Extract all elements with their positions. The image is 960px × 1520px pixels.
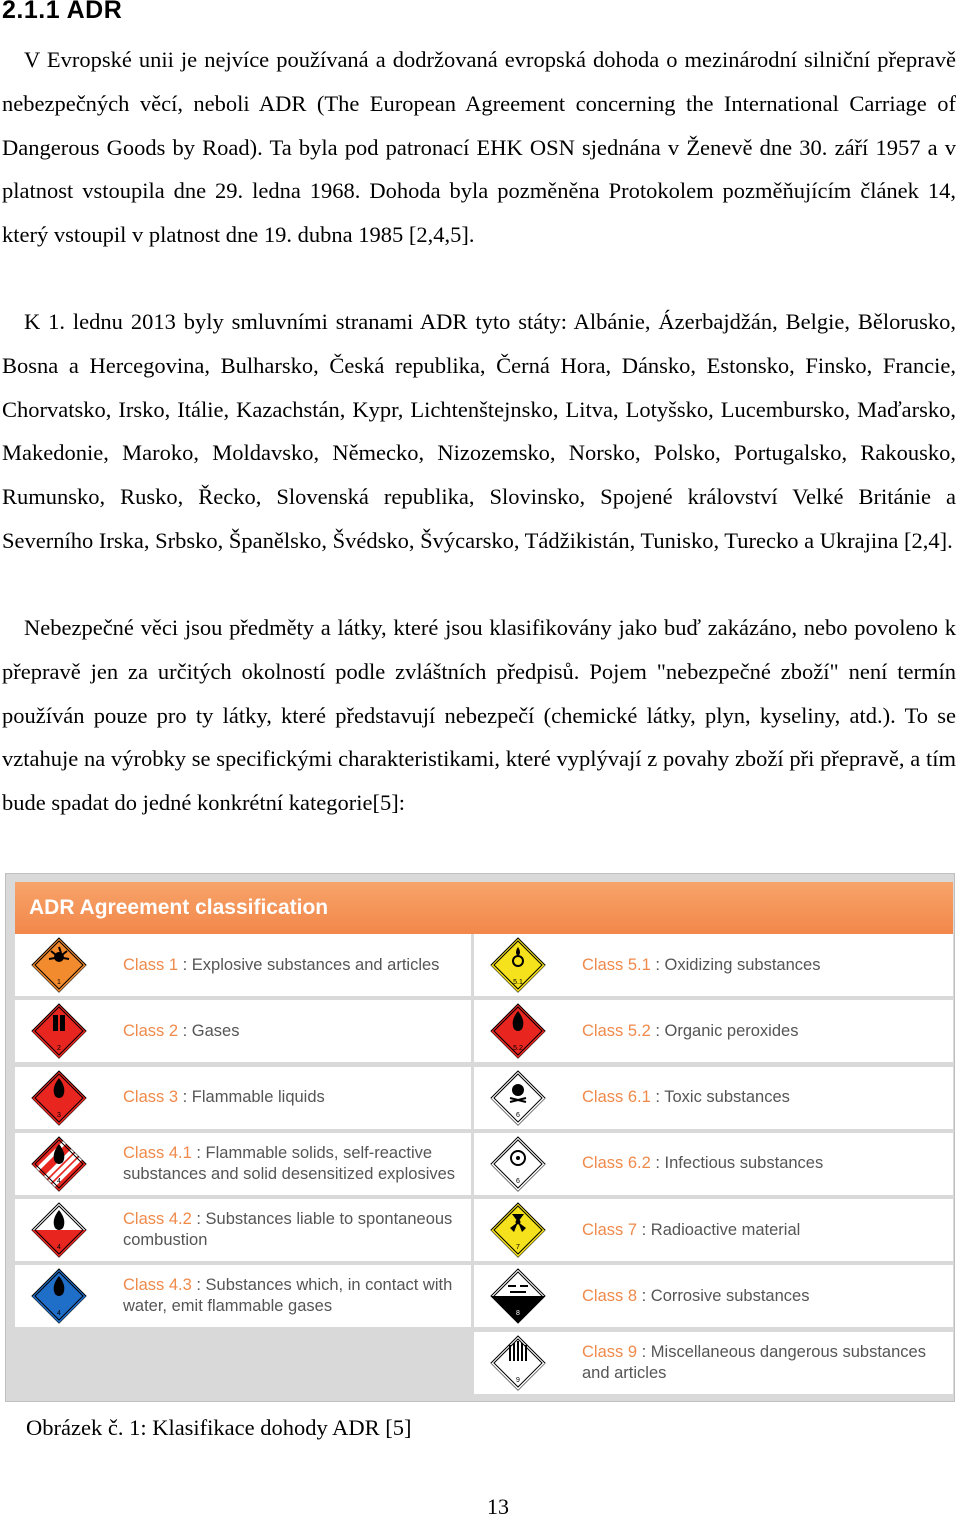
class-description: Gases — [191, 1021, 240, 1040]
svg-text:8: 8 — [516, 1310, 520, 1318]
skull-icon — [490, 1070, 546, 1126]
hazard-class-label: Class 5.1 : Oxidizing substances — [582, 955, 821, 974]
hazard-class-label: Class 8 : Corrosive substances — [582, 1286, 810, 1305]
striped-flame-icon — [31, 1136, 87, 1192]
classes-left-column — [15, 934, 471, 1332]
class-description: Oxidizing substances — [664, 955, 821, 974]
class-number: Class 9 — [582, 1342, 638, 1361]
svg-text:2: 2 — [57, 1045, 61, 1053]
class-description: Toxic substances — [664, 1088, 790, 1107]
hazard-class-row — [474, 1133, 953, 1195]
svg-text:4: 4 — [57, 1310, 61, 1318]
paragraph-text: K 1. lednu 2013 byly smluvními stranami ADR tyto státy: Albánie, Ázerbajdžán, Belgie, Bělorusko, Bosna a Hercegovina, Bulharsko, Česká republika, Černá Hora, Dánsko, Estonsko, Finsko, Francie, Chorvatsko, Irsko, Itálie, Kazachstán, Kypr, Lichtenštejnsko, Litva, Lotyšsko, Lucembursko, Maďarsko, Makedonie, Maroko, Moldavsko, Německo, Nizozemsko, Norsko, Polsko, Portugalsko, Rakousko, Rumunsko, Rusko, Řecko, Slovenská republika, Slovinsko, Spojené království Velké Británie a Severního Irska, Srbsko, Španělsko, Švédsko, Švýcarsko, Tádžikistán, Tunisko, Turecko a Ukrajina [2,4]. — [2, 309, 956, 553]
hazard-class-row — [15, 1067, 471, 1129]
page-number: 13 — [487, 1494, 509, 1519]
class-description: Organic peroxides — [664, 1021, 799, 1040]
hazard-class-row — [474, 1199, 953, 1261]
class-number: Class 2 — [123, 1021, 179, 1040]
class-description: Substances which, in contact with water, emit flammable gases — [123, 1276, 453, 1316]
class-number: Class 5.1 — [582, 955, 651, 974]
adr-classification-figure — [5, 873, 955, 1402]
hazard-class-row — [474, 1000, 953, 1062]
svg-text:5.2: 5.2 — [513, 1045, 523, 1053]
hazard-class-label: Class 4.1 : Flammable solids, self-reactive substances and solid desensitized explosives — [123, 1143, 456, 1183]
class-number: Class 5.2 — [582, 1021, 651, 1040]
biohazard-icon — [490, 1136, 546, 1192]
class-description: Corrosive substances — [650, 1286, 810, 1305]
paragraph-dangerous-goods — [2, 606, 956, 825]
class-description: Miscellaneous dangerous substances and articles — [582, 1342, 926, 1382]
figure-caption: Obrázek č. 1: Klasifikace dohody ADR [5] — [26, 1415, 412, 1440]
half-red-flame-icon — [31, 1202, 87, 1258]
class-number: Class 8 — [582, 1286, 638, 1305]
svg-text:5.1: 5.1 — [513, 979, 523, 986]
paragraph-adr-intro — [2, 38, 956, 257]
hazard-class-row — [15, 1199, 471, 1261]
corrosive-icon — [490, 1268, 546, 1324]
svg-text:6: 6 — [516, 1111, 520, 1119]
hazard-class-label: Class 6.2 : Infectious substances — [582, 1154, 824, 1173]
paragraph-text: V Evropské unii je nejvíce používaná a dodržovaná evropská dohoda o mezinárodní silniční přepravě nebezpečných věcí, neboli ADR (The European Agreement concerning the International Carriage of Dangerous Goods by Road). Ta byla pod patronací EHK OSN sjednána v Ženevě dne 30. září 1957 a v platnost vstoupila dne 29. ledna 1968. Dohoda byla pozměněna Protokolem pozměňujícím článek 14, který vstoupil v platnost dne 19. dubna 1985 [2,4,5]. — [2, 47, 956, 248]
hazard-class-label: Class 4.2 : Substances liable to spontaneous combustion — [123, 1210, 453, 1250]
hazard-class-label: Class 6.1 : Toxic substances — [582, 1088, 790, 1107]
svg-text:3: 3 — [57, 1111, 61, 1119]
svg-text:4: 4 — [57, 1177, 61, 1185]
explosive-icon — [31, 937, 87, 993]
svg-text:1: 1 — [57, 979, 61, 986]
hazard-class-label: Class 1 : Explosive substances and articles — [123, 955, 440, 974]
hazard-class-row — [15, 1265, 471, 1327]
radioactive-icon — [490, 1202, 546, 1258]
class-number: Class 6.1 — [582, 1088, 651, 1107]
peroxide-icon — [490, 1003, 546, 1059]
svg-text:4: 4 — [57, 1244, 61, 1252]
class-description: Flammable solids, self-reactive substances and solid desensitized explosives — [123, 1143, 456, 1183]
hazard-class-label: Class 7 : Radioactive material — [582, 1220, 801, 1239]
class-description: Radioactive material — [650, 1220, 801, 1239]
blue-flame-icon — [31, 1268, 87, 1324]
flame-icon — [31, 1070, 87, 1126]
figure-title: ADR Agreement classification — [15, 882, 953, 934]
class-number: Class 3 — [123, 1088, 179, 1107]
hazard-class-row — [474, 934, 953, 996]
classes-right-column — [474, 934, 953, 1398]
hazard-class-label: Class 3 : Flammable liquids — [123, 1088, 325, 1107]
oxidizer-icon — [490, 937, 546, 993]
class-number: Class 6.2 — [582, 1154, 651, 1173]
class-number: Class 4.3 — [123, 1276, 192, 1295]
hazard-class-row — [15, 1000, 471, 1062]
class-description: Explosive substances and articles — [191, 955, 440, 974]
svg-text:9: 9 — [516, 1376, 520, 1384]
hazard-class-label: Class 9 : Miscellaneous dangerous substances and articles — [582, 1342, 926, 1382]
class-description: Substances liable to spontaneous combustion — [123, 1210, 453, 1250]
gas-cylinders-icon — [31, 1003, 87, 1059]
hazard-class-row — [15, 934, 471, 996]
class-number: Class 4.2 — [123, 1210, 192, 1229]
paragraph-text: Nebezpečné věci jsou předměty a látky, které jsou klasifikovány jako buď zakázáno, nebo povoleno k přepravě jen za určitých okolností podle zvláštních předpisů. Pojem "nebezpečné zboží" není termín používán pouze pro ty látky, které představují nebezpečí (chemické látky, plyn, kyseliny, atd.). To se vztahuje na výrobky se specifickými charakteristikami, které vyplývají z povahy zboží při přepravě, a tím bude spadat do jedné konkrétní kategorie[5]: — [2, 615, 956, 816]
svg-text:7: 7 — [516, 1244, 520, 1252]
svg-text:6: 6 — [516, 1177, 520, 1185]
class-description: Flammable liquids — [191, 1088, 325, 1107]
class-number: Class 7 — [582, 1220, 638, 1239]
hazard-class-label: Class 4.3 : Substances which, in contact with water, emit flammable gases — [123, 1276, 453, 1316]
miscellaneous-stripes-icon — [490, 1335, 546, 1391]
hazard-class-row — [474, 1067, 953, 1129]
hazard-class-label: Class 5.2 : Organic peroxides — [582, 1021, 799, 1040]
section-heading: 2.1.1 ADR — [2, 0, 123, 24]
hazard-class-row — [15, 1133, 471, 1195]
hazard-class-row — [474, 1332, 953, 1394]
paragraph-member-states — [2, 300, 956, 563]
hazard-class-row — [474, 1265, 953, 1327]
class-number: Class 1 — [123, 955, 179, 974]
class-description: Infectious substances — [664, 1154, 824, 1173]
class-number: Class 4.1 — [123, 1143, 192, 1162]
hazard-class-label: Class 2 : Gases — [123, 1021, 240, 1040]
